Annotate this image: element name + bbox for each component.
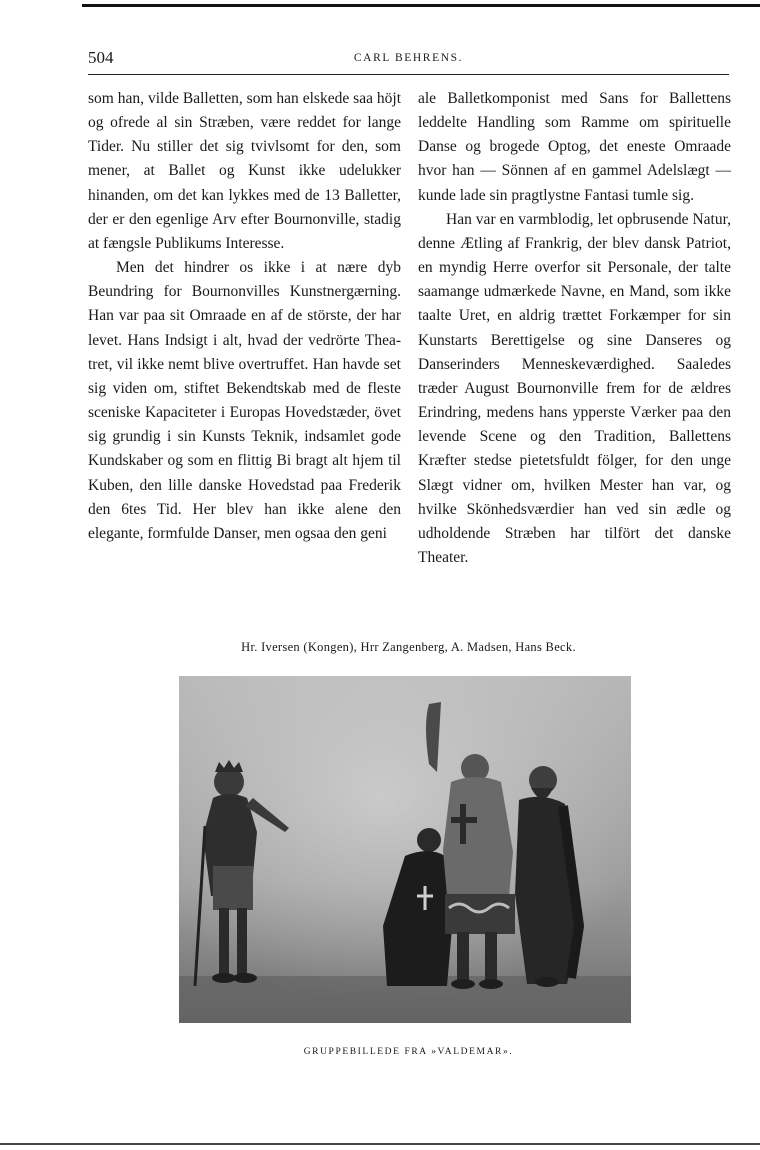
running-head xyxy=(88,48,729,74)
right-column xyxy=(418,87,731,570)
top-edge-rule xyxy=(82,4,760,7)
bottom-edge-rule xyxy=(0,1143,760,1145)
right-paragraph-2: Han var en varmblodig, let opbrusende Natur, denne Ætling af Frankrig, der blev dansk Patriot, en myndig Herre overfor sit Personale, der talte saamange udmærkede Navne, en Mand, som ikke taalte Uret, en aldrig trættet Forkæmper for sin Kunstarts Berettigelse og sine Danseres og Danserinders Menneskeværdighed. Saaledes træder August Bournonville frem for de ældres Erindring, medens hans ypperste Værker paa den levende Scene og den Tradition, Ballettens Kræfter stedse pietetsfuldt fölger, for den unge Slægt vidner om, hvilken Mester han var, og hvilke Skönhedsværdier han ved sin ædle og udholdende Stræben har tilfört det danske Theater. xyxy=(418,210,731,566)
left-paragraph-1: som han, vilde Balletten, som han elskede saa höjt og ofrede al sin Stræben, være reddet for lange Tider. Nu stiller det sig tvivlsomt for den, som mener, at Ballet og Kunst ikke udelukker hinanden, om det kan lykkes med de 13 Balletter, der er den egenlige Arv efter Bournonville, stadig at fængsle Publikums Interesse. xyxy=(88,90,401,252)
group-photo xyxy=(179,676,631,1023)
header-rule xyxy=(88,74,729,75)
page-number: 504 xyxy=(88,48,114,67)
running-title: CARL BEHRENS. xyxy=(353,52,464,64)
figure-caption-title: GRUPPEBILLEDE FRA »VALDEMAR». xyxy=(303,1047,514,1057)
figure-caption-names: Hr. Iversen (Kongen), Hrr Zangenberg, A. Madsen, Hans Beck. xyxy=(241,640,576,654)
left-paragraph-2: Men det hindrer os ikke i at nære dyb Beundring for Bournonvilles Kunstnergærning. Han var paa sit Omraade en af de störste, der har levet. Hans Indsigt i alt, hvad der vedrörte Theatret, vil ikke nemt blive overtruffet. Han havde set sig viden om, stiftet Bekendtskab med de fleste sceniske Kapaciteter i Europas Hovedstæder, övet sig grundig i sin Kunsts Teknik, indsamlet gode Kundskaber og som en flittig Bi bragt alt hjem til Kuben, den lille danske Hovedstad paa Frederik den 6tes Tid. Her blev han ikke alene den elegante, formfulde Danser, men ogsaa den geni xyxy=(88,259,401,542)
left-column xyxy=(88,87,401,546)
right-paragraph-1: ale Balletkomponist med Sans for Ballettens leddelte Handling som Ramme om spirituelle Danse og brogede Optog, det eneste Omraade hvor han — Sönnen af en gammel Adelslægt — kunde lade sin pragtlystne Fantasi tumle sig. xyxy=(418,90,731,204)
